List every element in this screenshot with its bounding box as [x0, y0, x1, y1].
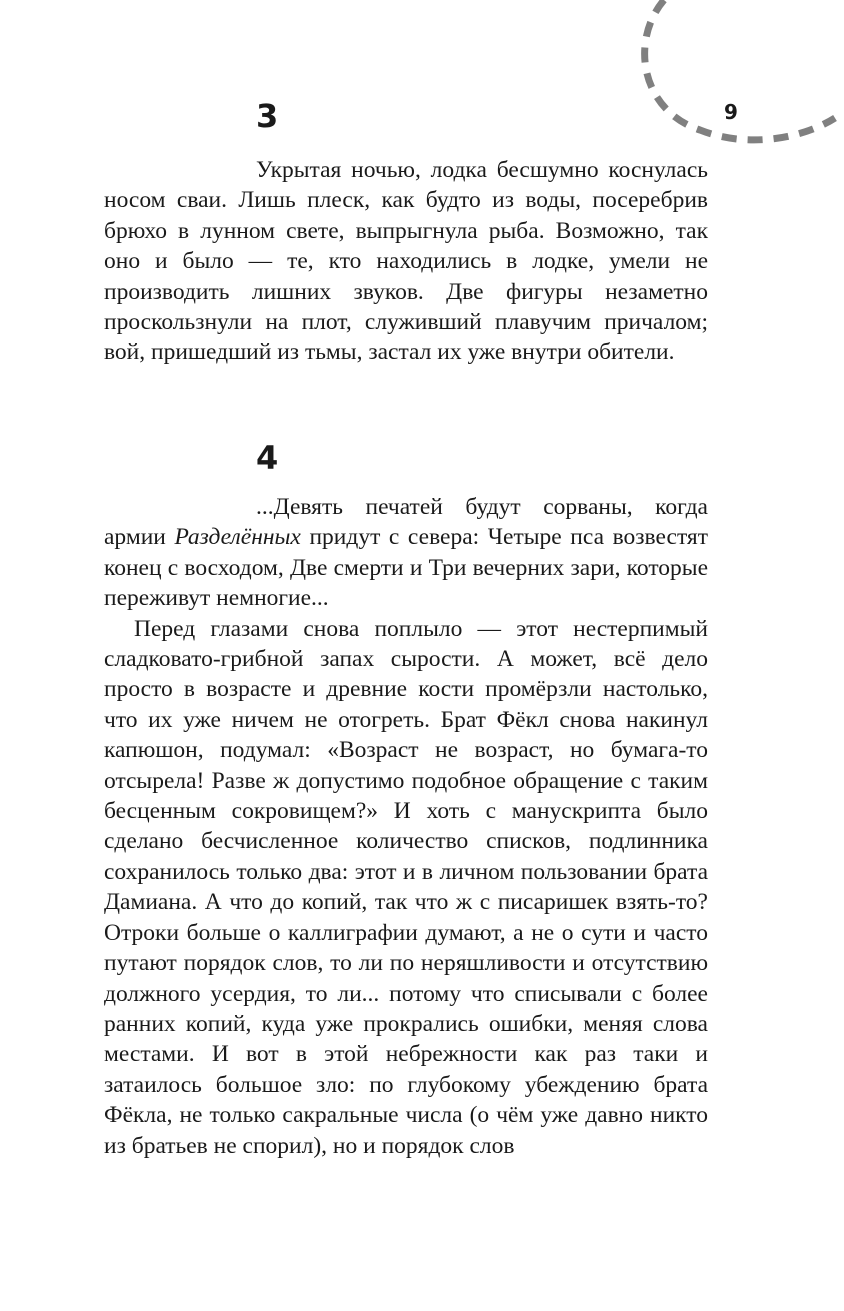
section-heading-3: 3 — [256, 97, 279, 135]
epigraph-text: придут с севера: Четыре пса возвестят конец с восходом, Две смерти и Три вечерних зари, которые переживут немногие... — [104, 524, 708, 612]
paragraph: Перед глазами снова поплыло — этот нестерпимый сладковато-грибной запах сырости. А может, всё дело просто в возрасте и древние кости промёрзли настолько, что их уже ничем не отогреть. Брат Фёкл снова накинул капюшон, подумал: «Возраст не возраст, но бумага-то отсырела! Разве ж допустимо подобное обращение с таким бесценным сокровищем?» И хоть с манускрипта было сделано бесчисленное количество списков, подлинника сохранилось только два: этот и в личном пользовании брата Дамиана. А что до копий, так что ж с писаришек взять-то? Отроки больше о каллиграфии думают, а не о сути и часто путают порядок слов, то ли по неряшливости и отсутствию должного усердия, то ли... потому что списывали с более ранних копий, куда уже прокрались ошибки, меняя слова местами. И вот в этой небрежности как раз таки и затаилось большое зло: по глубокому убеждению брата Фёкла, не только сакральные числа (о чём уже давно никто из братьев не спорил), но и порядок слов — [104, 615, 708, 1159]
epigraph-text: ...Девять печатей будут сорваны, когда армии — [104, 494, 708, 551]
section-3-text — [104, 155, 708, 368]
section-4-text — [104, 492, 708, 1161]
page-number: 9 — [724, 100, 738, 124]
section-heading-4: 4 — [256, 439, 279, 477]
paragraph: Укрытая ночью, лодка бесшумно коснулась носом сваи. Лишь плеск, как будто из воды, посеребрив брюхо в лунном свете, выпрыгнула рыба. Возможно, так оно и было — те, кто находились в лодке, умели не производить лишних звуков. Две фигуры незаметно проскользнули на плот, служивший плавучим причалом; вой, пришедший из тьмы, застал их уже внутри обители. — [104, 157, 708, 366]
epigraph-emphasis: Разделённых — [174, 524, 301, 551]
epigraph — [104, 492, 708, 614]
